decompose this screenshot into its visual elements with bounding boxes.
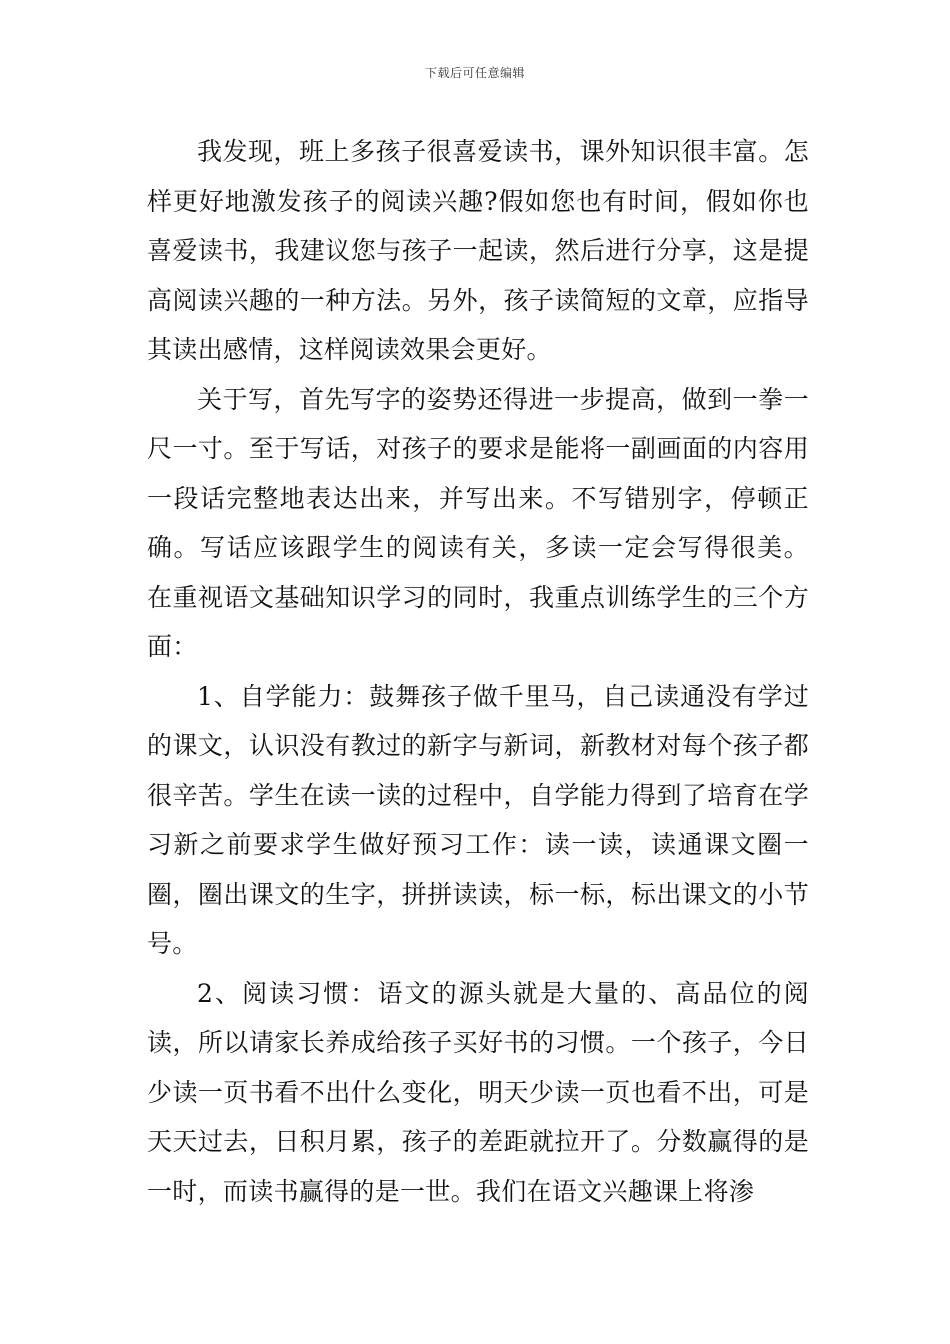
- paragraph-reading-habit: 2、阅读习惯：语文的源头就是大量的、高品位的阅读，所以请家长养成给孩子买好书的习惯。一个孩子，今日少读一页书看不出什么变化，明天少读一页也看不出，可是天天过去，日积月累，孩子的差距就拉开了。分数赢得的是一时，而读书赢得的是一世。我们在语文兴趣课上将渗: [147, 978, 809, 1206]
- paragraph-self-study: 1、自学能力：鼓舞孩子做千里马，自己读通没有学过的课文，认识没有教过的新字与新词，新教材对每个孩子都很辛苦。学生在读一读的过程中，自学能力得到了培育在学习新之前要求学生做好预习工作：读一读，读通课文圈一圈，圈出课文的生字，拼拼读读，标一标，标出课文的小节号。: [147, 681, 809, 958]
- document-body: [147, 127, 809, 1216]
- paragraph-writing: 关于写，首先写字的姿势还得进一步提高，做到一拳一尺一寸。至于写话，对孩子的要求是能将一副画面的内容用一段话完整地表达出来，并写出来。不写错别字，停顿正确。写话应该跟学生的阅读有关，多读一定会写得很美。 在重视语文基础知识学习的同时，我重点训练学生的三个方面：: [147, 384, 809, 661]
- paragraph-reading-interest: 我发现，班上多孩子很喜爱读书，课外知识很丰富。怎样更好地激发孩子的阅读兴趣?假如您也有时间，假如你也喜爱读书，我建议您与孩子一起读，然后进行分享，这是提高阅读兴趣的一种方法。另外，孩子读简短的文章，应指导其读出感情，这样阅读效果会更好。: [147, 137, 809, 364]
- page-header-note: 下载后可任意编辑: [424, 66, 525, 80]
